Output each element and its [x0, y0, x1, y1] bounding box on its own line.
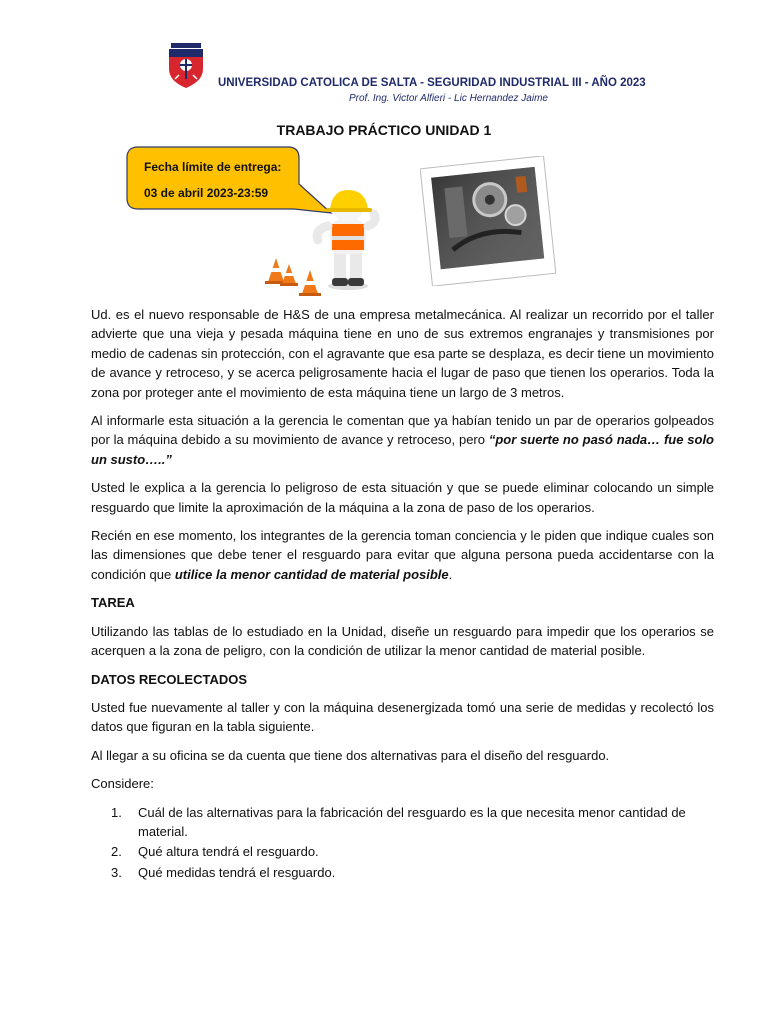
traffic-cone-icon [280, 264, 298, 286]
task-list [91, 803, 714, 883]
university-header: UNIVERSIDAD CATOLICA DE SALTA - SEGURIDAD INDUSTRIAL III - AÑO 2023 [218, 77, 646, 89]
list-number: 3. [111, 864, 122, 880]
paragraph [91, 526, 714, 584]
paragraph: Usted le explica a la gerencia lo peligroso de esta situación y que se puede eliminar colocando un simple resguardo que limite la aproximación de la máquina a la zona de paso de los operarios. [91, 480, 714, 515]
machine-gears-photo [420, 156, 556, 286]
list-item-text: Cuál de las alternativas para la fabricación del resguardo es la que necesita menor cantidad de material. [138, 804, 686, 839]
traffic-cone-icon [299, 270, 321, 296]
list-item [91, 842, 714, 861]
list-number: 1. [111, 804, 122, 820]
document-body [91, 305, 714, 883]
list-item [91, 803, 714, 842]
paragraph: Considere: [91, 776, 154, 792]
list-item-text: Qué medidas tendrá el resguardo. [138, 864, 336, 880]
university-shield-icon [163, 43, 209, 89]
paragraph: Al llegar a su oficina se da cuenta que tiene dos alternativas para el diseño del resguardo. [91, 747, 610, 763]
list-item-text: Qué altura tendrá el resguardo. [138, 844, 319, 860]
quote-emphasis: “por suerte no pasó nada… fue solo un susto…..” [91, 432, 714, 467]
section-heading-datos: DATOS RECOLECTADOS [91, 671, 248, 687]
professors-line: Prof. Ing. Victor Alfieri - Lic Hernandez Jaime [349, 93, 548, 104]
emphasis-text: utilice la menor cantidad de material posible [174, 566, 449, 582]
paragraph-text: Recién en ese momento, los integrantes de la gerencia toman conciencia y le piden que indique cuales son las dimensiones que debe tener el resguardo para evitar que alguna persona pueda accidentarse con la condición que [91, 528, 714, 582]
paragraph-text: Al informarle esta situación a la gerencia le comentan que ya habían tenido un par de operarios golpeados por la máquina debido a su movimiento de avance y retroceso, pero [91, 413, 714, 448]
paragraph: Utilizando las tablas de lo estudiado en la Unidad, diseñe un resguardo para impedir que los operarios se acerquen a la zona de peligro, con la condición de utilizar la menor cantidad de material posible. [91, 623, 714, 659]
section-heading-tarea: TAREA [91, 595, 135, 611]
list-item [91, 863, 714, 882]
paragraph-text: . [448, 566, 453, 582]
list-number: 2. [111, 844, 122, 860]
deadline-label: Fecha límite de entrega: [144, 160, 282, 174]
paragraph [91, 411, 714, 469]
paragraph: Ud. es el nuevo responsable de H&S de una empresa metalmecánica. Al realizar un recorrido por el taller advierte que una vieja y pesada máquina tiene en uno de sus extremos engranajes y transmisiones por medio de cadenas sin protección, con el agravante que esa parte se desplaza, es decir tiene un movimiento de avance y retroceso, y se acerca peligrosamente hacia el lugar de paso que tienen los operarios. Toda la zona por proteger ante el movimiento de esta máquina tiene un largo de 3 metros. [91, 307, 714, 400]
paragraph: Usted fue nuevamente al taller y con la máquina desenergizada tomó una serie de medidas y recolectó los datos que figuran en la tabla siguiente. [91, 699, 714, 735]
document-title: TRABAJO PRÁCTICO UNIDAD 1 [276, 122, 492, 138]
deadline-date: 03 de abril 2023-23:59 [144, 186, 269, 200]
construction-worker-illustration [262, 186, 382, 298]
